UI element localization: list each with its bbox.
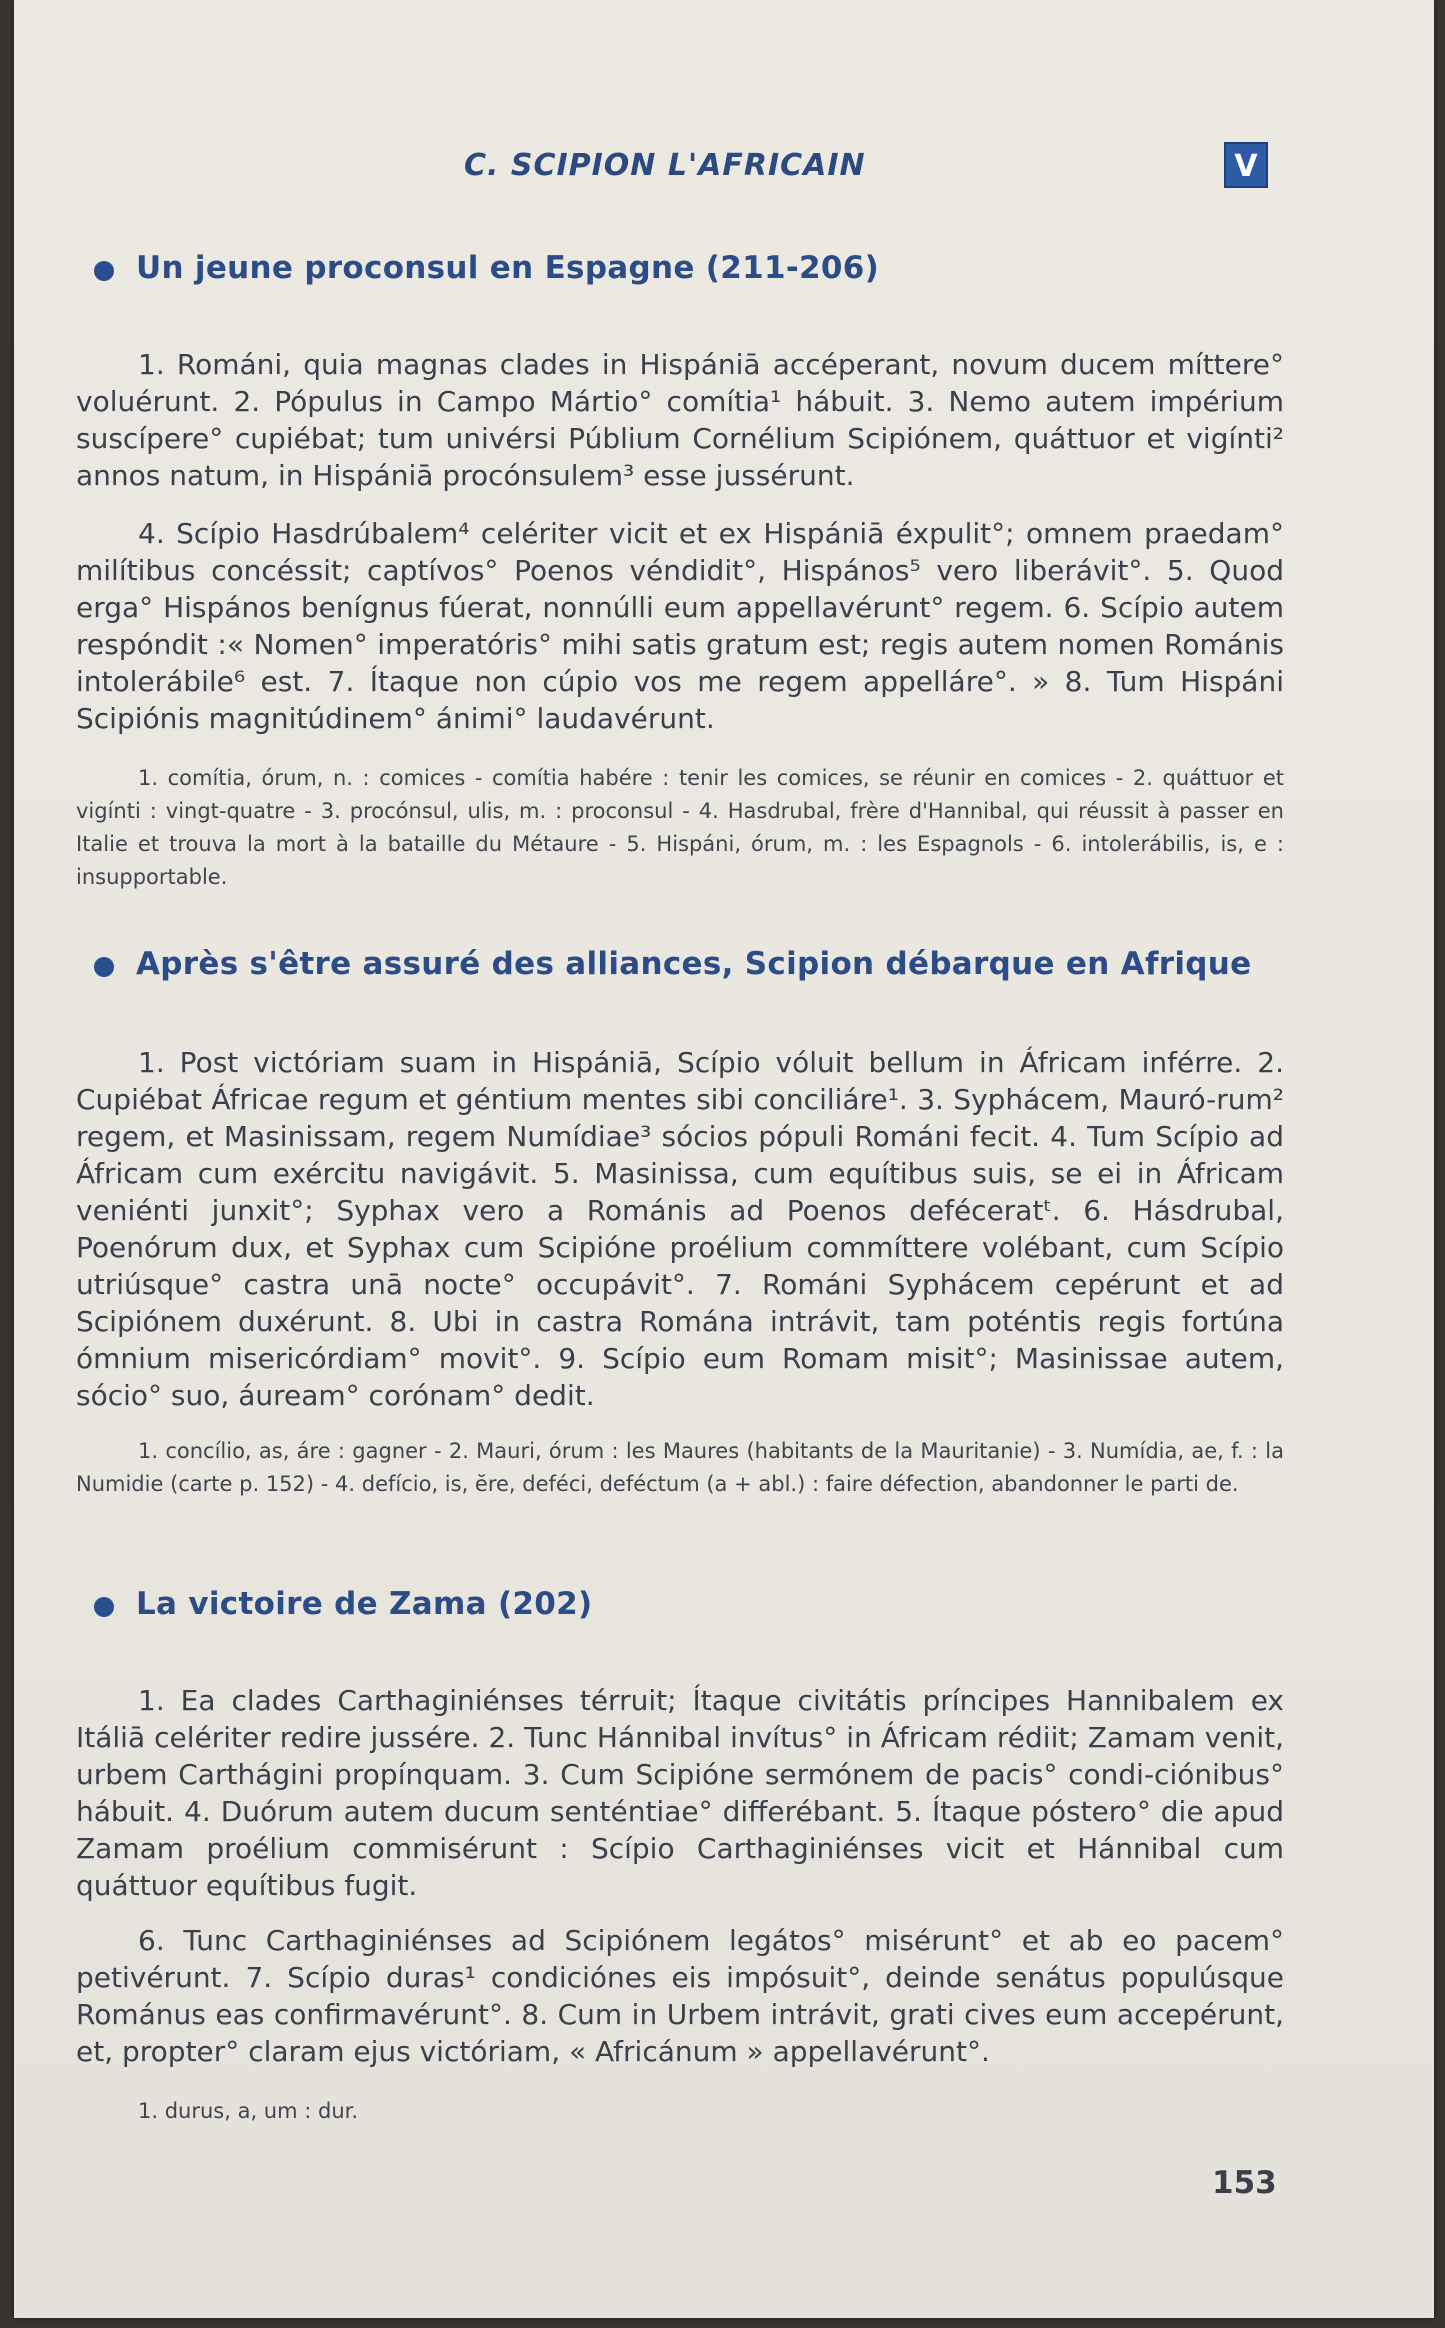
footnotes — [76, 1435, 1284, 1501]
paragraph: 6. Tunc Carthaginiénses ad Scipiónem legátos° misérunt° et ab eo pacem° petivérunt. 7. Scípio duras¹ condiciónes eis impósuit°, deinde senátus populúsque Románus eas confirmavérunt°. 8. Cum in Urbem intrávit, grati cives eum accepérunt, et, propter° claram ejus victóriam, « Africánum » appellavérunt°. — [76, 1924, 1284, 2068]
footnote-text: 1. durus, a, um : dur. — [138, 2099, 359, 2123]
section-heading-text: La victoire de Zama (202) — [136, 1586, 593, 1622]
section-zama — [76, 1586, 1284, 1622]
section-body — [76, 1922, 1284, 2070]
chapter-header — [14, 148, 1434, 192]
section-afrique — [76, 946, 1284, 982]
footnote-text: 1. concílio, as, áre : gagner - 2. Mauri, órum : les Maures (habitants de la Mauritanie) - 3. Numídia, ae, f. : la Numidie (carte p. 152) - 4. defício, is, ĕre, deféci, deféctum (a + abl.) : faire défection, abandonner le parti de. — [76, 1439, 1284, 1496]
footnotes — [76, 2095, 1284, 2128]
paragraph: 1. Ea clades Carthaginiénses térruit; Ítaque civitátis príncipes Hannibalem ex Itáliā celériter redire jussére. 2. Tunc Hánnibal invítus° in Áfricam rédiit; Zamam venit, urbem Carthágini propínquam. 3. Cum Scipióne sermónem de pacis° condi-ciónibus° hábuit. 4. Duórum autem ducum senténtiae° differébant. 5. Ítaque póstero° die apud Zamam proélium commisérunt : Scípio Carthaginiénses vicit et Hánnibal cum quáttuor equítibus fugit. — [76, 1684, 1284, 1902]
section-heading — [76, 1586, 1284, 1622]
section-body — [76, 1682, 1284, 1904]
section-body — [76, 1044, 1284, 1414]
bullet-icon — [94, 261, 114, 281]
paragraph: 4. Scípio Hasdrúbalem⁴ celériter vicit et ex Hispániā éxpulit°; omnem praedam° milítibus concéssit; captívos° Poenos véndidit°, Hispános⁵ vero liberávit°. 5. Quod erga° Hispános benígnus fúerat, nonnúlli eum appellavérunt° regem. 6. Scípio autem respóndit :« Nomen° imperatóris° mihi satis gratum est; regis autem nomen Románis intolerábile⁶ est. 7. Ítaque non cúpio vos me regem appelláre°. » 8. Tum Hispáni Scipiónis magnitúdinem° ánimi° laudavérunt. — [76, 517, 1284, 735]
footnote-text: 1. comítia, órum, n. : comices - comítia habére : tenir les comices, se réunir en comices - 2. quáttuor et vigínti : vingt-quatre - 3. procónsul, ulis, m. : proconsul - 4. Hasdrubal, frère d'Hannibal, qui réussit à passer en Italie et trouva la mort à la bataille du Métaure - 5. Hispáni, órum, m. : les Espagnols - 6. intolerábilis, is, e : insupportable. — [76, 766, 1284, 889]
section-heading-text: Un jeune proconsul en Espagne (211-206) — [136, 250, 880, 286]
paragraph: 1. Románi, quia magnas clades in Hispániā accéperant, novum ducem míttere° voluérunt. 2. Pópulus in Campo Mártio° comítia¹ hábuit. 3. Nemo autem impérium suscípere° cupiébat; tum univérsi Públium Cornélium Scipiónem, quáttuor et vigínti² annos natum, in Hispániā procónsulem³ esse jussérunt. — [76, 348, 1284, 492]
chapter-number-badge: V — [1224, 142, 1268, 188]
paragraph: 1. Post victóriam suam in Hispániā, Scípio vóluit bellum in Áfricam inférre. 2. Cupiébat Áfricae regum et géntium mentes sibi conciliáre¹. 3. Syphácem, Mauró-rum² regem, et Masinissam, regem Numídiae³ sócios pópuli Románi fecit. 4. Tum Scípio ad Áfricam cum exércitu navigávit. 5. Masinissa, cum equítibus suis, se ei in Áfricam veniénti junxit°; Syphax vero a Románis ad Poenos deféceratᵗ. 6. Hásdrubal, Poenórum dux, et Syphax cum Scipióne proélium commíttere volébant, cum Scípio utriúsque° castra unā nocte° occupávit°. 7. Románi Syphácem cepérunt et ad Scipiónem duxérunt. 8. Ubi in castra Romána intrávit, tam poténtis regis fortúna ómnium misericórdiam° movit°. 9. Scípio eum Romam misit°; Masinissae autem, sócio° suo, áuream° corónam° dedit. — [76, 1046, 1284, 1412]
section-jeune-proconsul — [76, 250, 1284, 286]
page-number: 153 — [1212, 2165, 1277, 2201]
bullet-icon — [94, 1597, 114, 1617]
section-heading — [76, 946, 1284, 982]
section-heading — [76, 250, 1284, 286]
chapter-title: C. SCIPION L'AFRICAIN — [464, 148, 866, 183]
section-body — [76, 515, 1284, 737]
section-heading-text: Après s'être assuré des alliances, Scipion débarque en Afrique — [136, 946, 1252, 982]
section-body — [76, 346, 1284, 494]
book-page — [14, 0, 1434, 2318]
bullet-icon — [94, 957, 114, 977]
footnotes — [76, 762, 1284, 894]
